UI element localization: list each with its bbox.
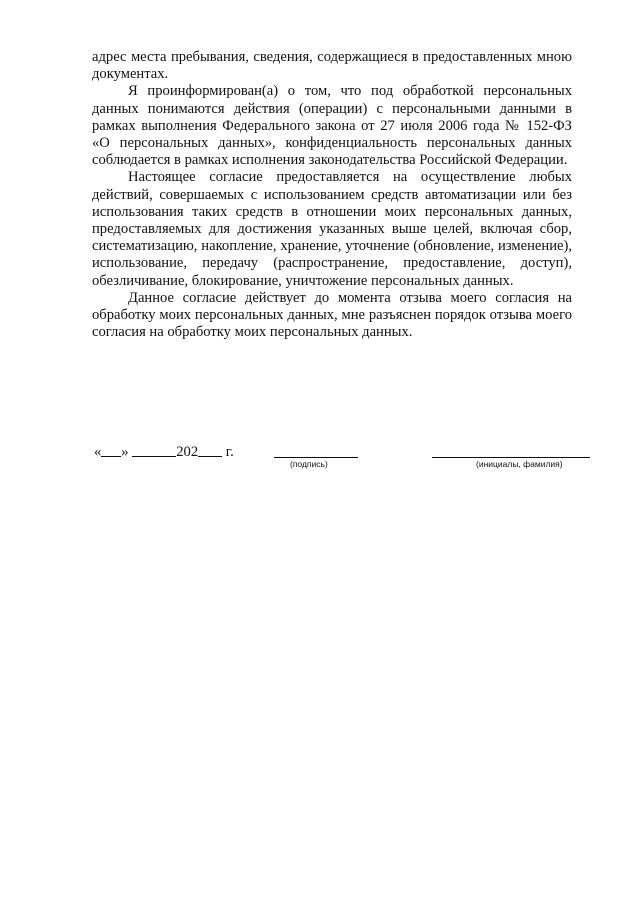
year-suffix: г. xyxy=(225,444,234,460)
signature-block xyxy=(0,442,640,482)
name-line xyxy=(432,457,590,458)
signature-caption: (подпись) xyxy=(290,459,328,469)
year-blank xyxy=(198,442,222,457)
paragraph-consent-duration: Данное согласие действует до момента отзыва моего согласия на обработку моих персональных данных, мне разъяснен порядок отзыва моего согласия на обработку моих персональных данных. xyxy=(92,289,572,341)
date-close-quote: » xyxy=(121,444,129,460)
month-blank xyxy=(132,442,176,457)
date-field xyxy=(94,442,234,461)
paragraph-informed: Я проинформирован(а) о том, что под обработкой персональных данных понимаются действия (операции) с персональными данными в рамках выполнения Федерального закона от 27 июля 2006 года № 152-ФЗ «О персональных данных», конфиденциальность персональных данных соблюдается в рамках исполнения законодательства Российской Федерации. xyxy=(92,83,572,169)
paragraph-consent-scope: Настоящее согласие предоставляется на осуществление любых действий, совершаемых с использованием средств автоматизации или без использования таких средств в отношении моих персональных данных, предоставляемых для достижения указанных выше целей, включая сбор, систематизацию, накопление, хранение, уточнение (обновление, изменение), использование, передачу (распространение, предоставление, доступ), обезличивание, блокирование, уничтожение персональных данных. xyxy=(92,169,572,289)
signature-line xyxy=(274,457,358,458)
year-prefix: 202 xyxy=(176,444,199,460)
paragraph-address: адрес места пребывания, сведения, содержащиеся в предоставленных мною документах. xyxy=(92,49,572,83)
consent-text xyxy=(92,49,572,341)
day-blank xyxy=(101,442,121,457)
name-caption: (инициалы, фамилия) xyxy=(476,459,563,469)
date-open-quote: « xyxy=(94,444,102,460)
